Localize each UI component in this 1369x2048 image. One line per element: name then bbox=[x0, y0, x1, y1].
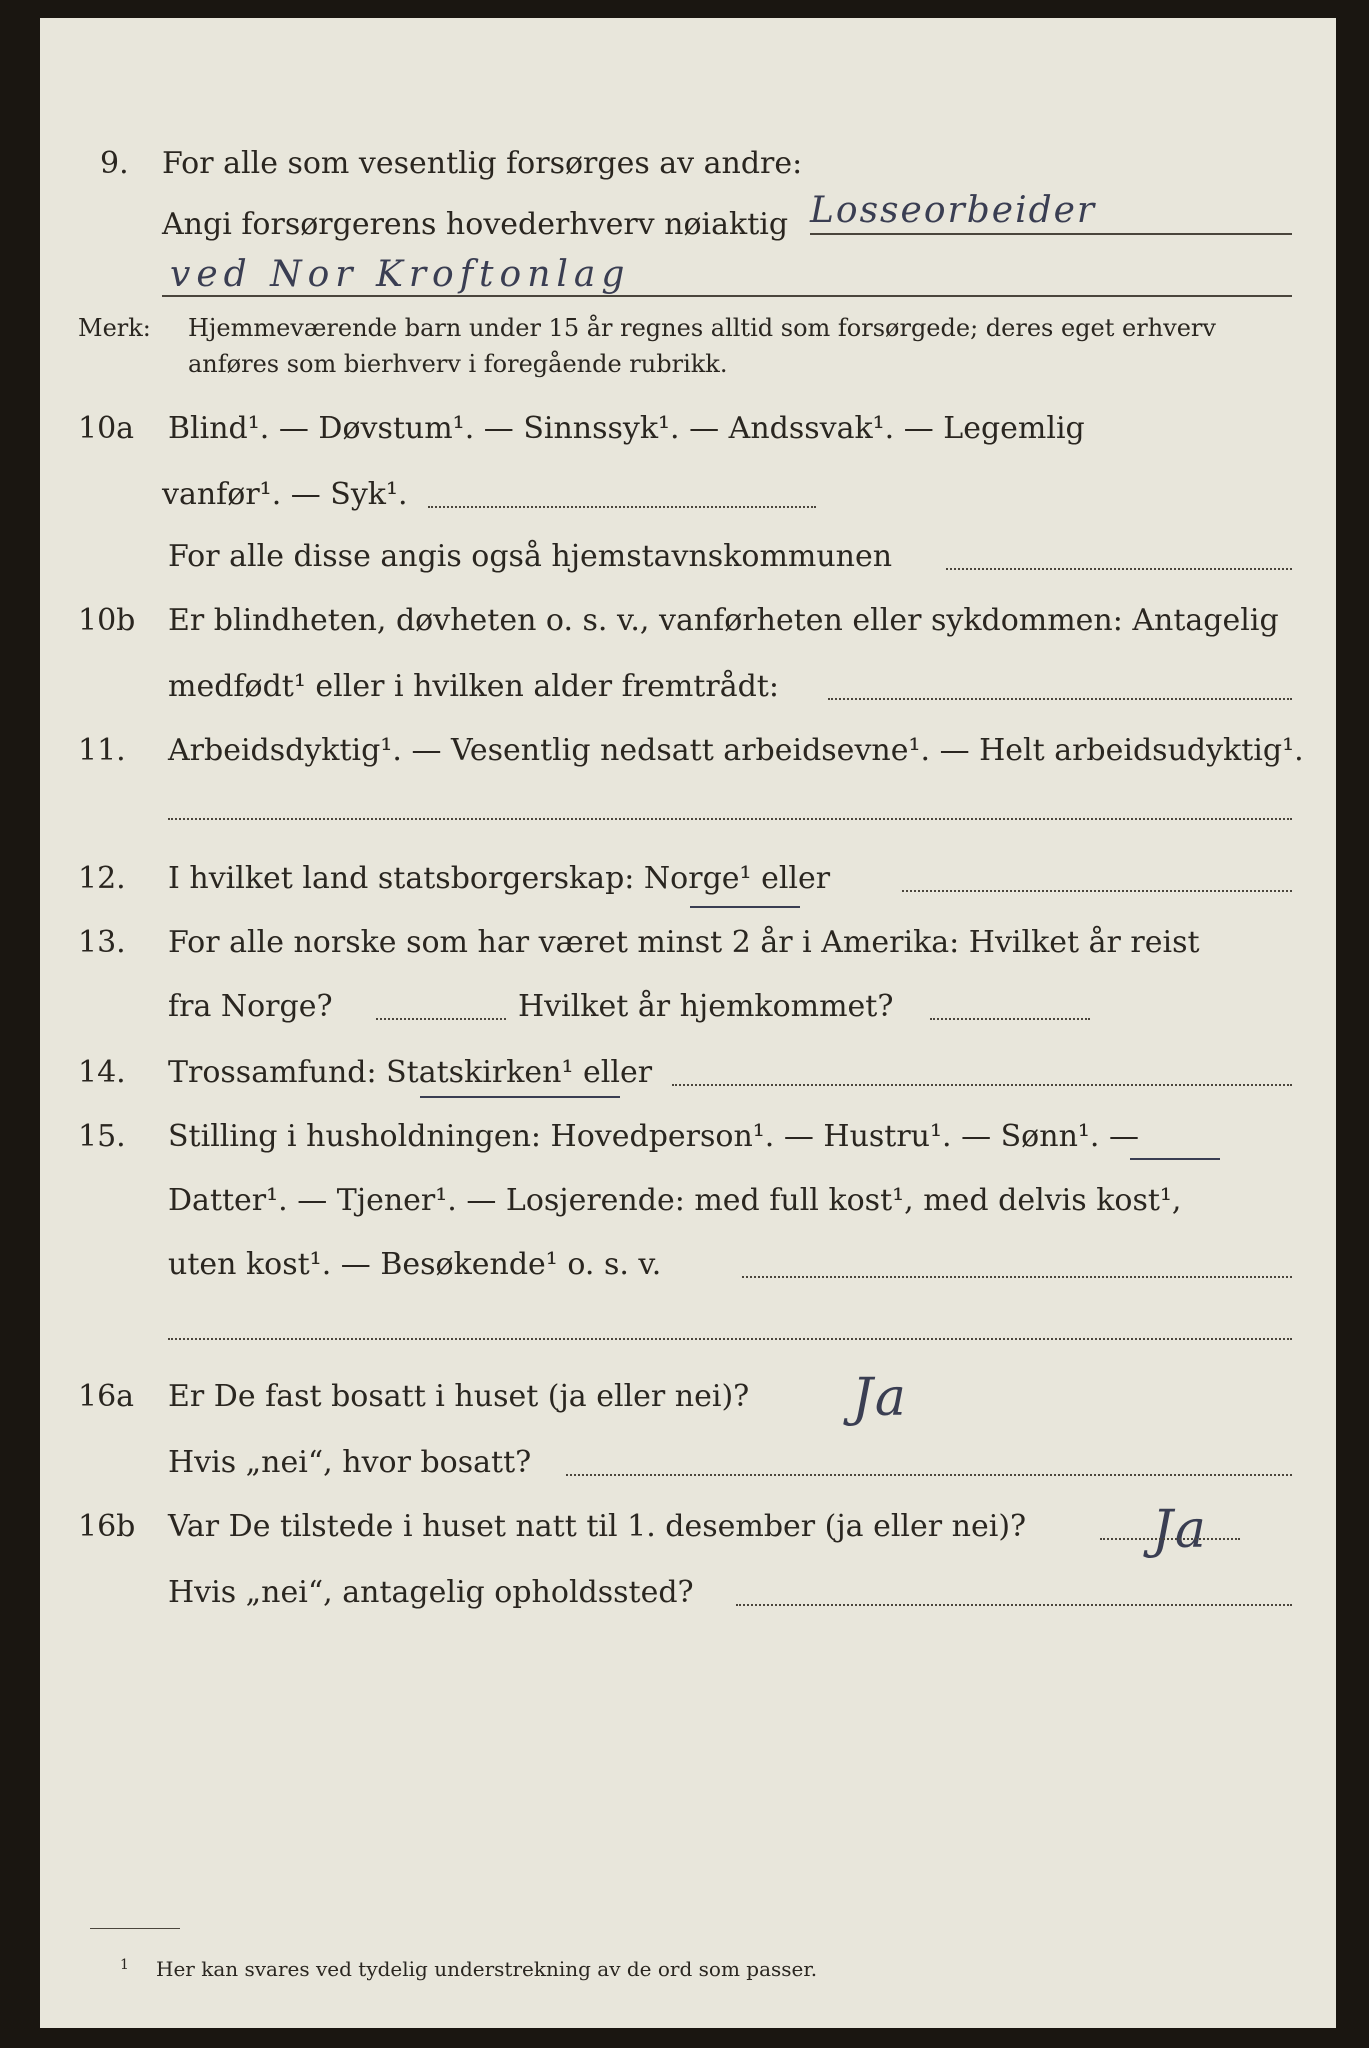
footnote-rule bbox=[90, 1928, 180, 1929]
q10a-fill-line-1 bbox=[428, 506, 816, 508]
q11-number: 11. bbox=[78, 733, 126, 768]
q9-text-2: Angi forsørgerens hovederhverv nøiaktig bbox=[162, 207, 789, 242]
q9-answer-line-2 bbox=[162, 295, 1292, 297]
q12-norge-underline bbox=[690, 906, 800, 908]
q16b-fill-line-1 bbox=[1100, 1538, 1240, 1540]
q15-number: 15. bbox=[78, 1119, 126, 1154]
q15-sonn-underline bbox=[1130, 1158, 1220, 1160]
q10a-fill-line-2 bbox=[946, 568, 1292, 570]
q12-number: 12. bbox=[78, 861, 126, 896]
q15-text-3: uten kost¹. — Besøkende¹ o. s. v. bbox=[168, 1247, 662, 1282]
q14-fill-line bbox=[672, 1084, 1292, 1086]
q9-handwritten-answer-1: Losseorbeider bbox=[810, 190, 1097, 231]
q12-fill-line bbox=[902, 890, 1292, 892]
census-form-page bbox=[40, 18, 1336, 2028]
q10b-text-1: Er blindheten, døvheten o. s. v., vanførheten eller sykdommen: Antagelig bbox=[168, 603, 1279, 638]
q9-answer-line-1 bbox=[810, 233, 1292, 235]
q10b-fill-line bbox=[828, 698, 1292, 700]
q13-fill-line-2 bbox=[930, 1018, 1090, 1020]
q13-number: 13. bbox=[78, 925, 126, 960]
q16a-handwritten-answer: Ja bbox=[852, 1368, 908, 1428]
footnote-text: Her kan svares ved tydelig understrekning av de ord som passer. bbox=[156, 1957, 818, 1981]
q15-fill-line-1 bbox=[742, 1276, 1292, 1278]
footnote-mark: 1 bbox=[120, 1957, 129, 1973]
q11-text-1: Arbeidsdyktig¹. — Vesentlig nedsatt arbeidsevne¹. — Helt arbeidsudyktig¹. bbox=[168, 733, 1304, 768]
merk-text-2: anføres som bierhverv i foregående rubrikk. bbox=[188, 350, 728, 378]
q15-fill-line-2 bbox=[168, 1338, 1292, 1340]
q14-number: 14. bbox=[78, 1055, 126, 1090]
q16b-fill-line-2 bbox=[736, 1604, 1292, 1606]
q10a-number: 10a bbox=[78, 411, 135, 446]
q10a-text-1: Blind¹. — Døvstum¹. — Sinnssyk¹. — Andssvak¹. — Legemlig bbox=[168, 411, 1085, 446]
q16a-text-1: Er De fast bosatt i huset (ja eller nei)? bbox=[168, 1379, 750, 1414]
q16a-fill-line bbox=[566, 1474, 1292, 1476]
q15-text-1: Stilling i husholdningen: Hovedperson¹. — Hustru¹. — Sønn¹. — bbox=[168, 1119, 1139, 1154]
q9-handwritten-answer-2: ved Nor Kroftonlag bbox=[170, 254, 631, 295]
q9-number: 9. bbox=[100, 146, 129, 181]
merk-label: Merk: bbox=[78, 314, 151, 342]
q16a-text-2: Hvis „nei“, hvor bosatt? bbox=[168, 1445, 532, 1480]
q16b-text-2: Hvis „nei“, antagelig opholdssted? bbox=[168, 1575, 694, 1610]
q16b-handwritten-answer: Ja bbox=[1152, 1500, 1208, 1560]
merk-text-1: Hjemmeværende barn under 15 år regnes alltid som forsørgede; deres eget erhverv bbox=[188, 314, 1216, 342]
q16a-number: 16a bbox=[78, 1379, 135, 1414]
q10a-text-2: vanfør¹. — Syk¹. bbox=[162, 477, 408, 512]
q13-text-2a: fra Norge? bbox=[168, 989, 333, 1024]
q14-statskirken-underline bbox=[420, 1096, 620, 1098]
q10a-text-3: For alle disse angis også hjemstavnskommunen bbox=[168, 539, 893, 574]
q16b-text-1: Var De tilstede i huset natt til 1. desember (ja eller nei)? bbox=[168, 1509, 1027, 1544]
q16b-number: 16b bbox=[78, 1509, 136, 1544]
q13-text-2b: Hvilket år hjemkommet? bbox=[518, 989, 894, 1024]
q10b-text-2: medfødt¹ eller i hvilken alder fremtrådt: bbox=[168, 669, 779, 704]
q13-text-1: For alle norske som har været minst 2 år i Amerika: Hvilket år reist bbox=[168, 925, 1200, 960]
q15-text-2: Datter¹. — Tjener¹. — Losjerende: med full kost¹, med delvis kost¹, bbox=[168, 1183, 1182, 1218]
q9-text-1: For alle som vesentlig forsørges av andre: bbox=[162, 146, 803, 181]
q14-text-1: Trossamfund: Statskirken¹ eller bbox=[168, 1055, 653, 1090]
q12-text-1: I hvilket land statsborgerskap: Norge¹ eller bbox=[168, 861, 831, 896]
q10b-number: 10b bbox=[78, 603, 136, 638]
q13-fill-line-1 bbox=[376, 1018, 506, 1020]
q11-fill-line bbox=[168, 818, 1292, 820]
